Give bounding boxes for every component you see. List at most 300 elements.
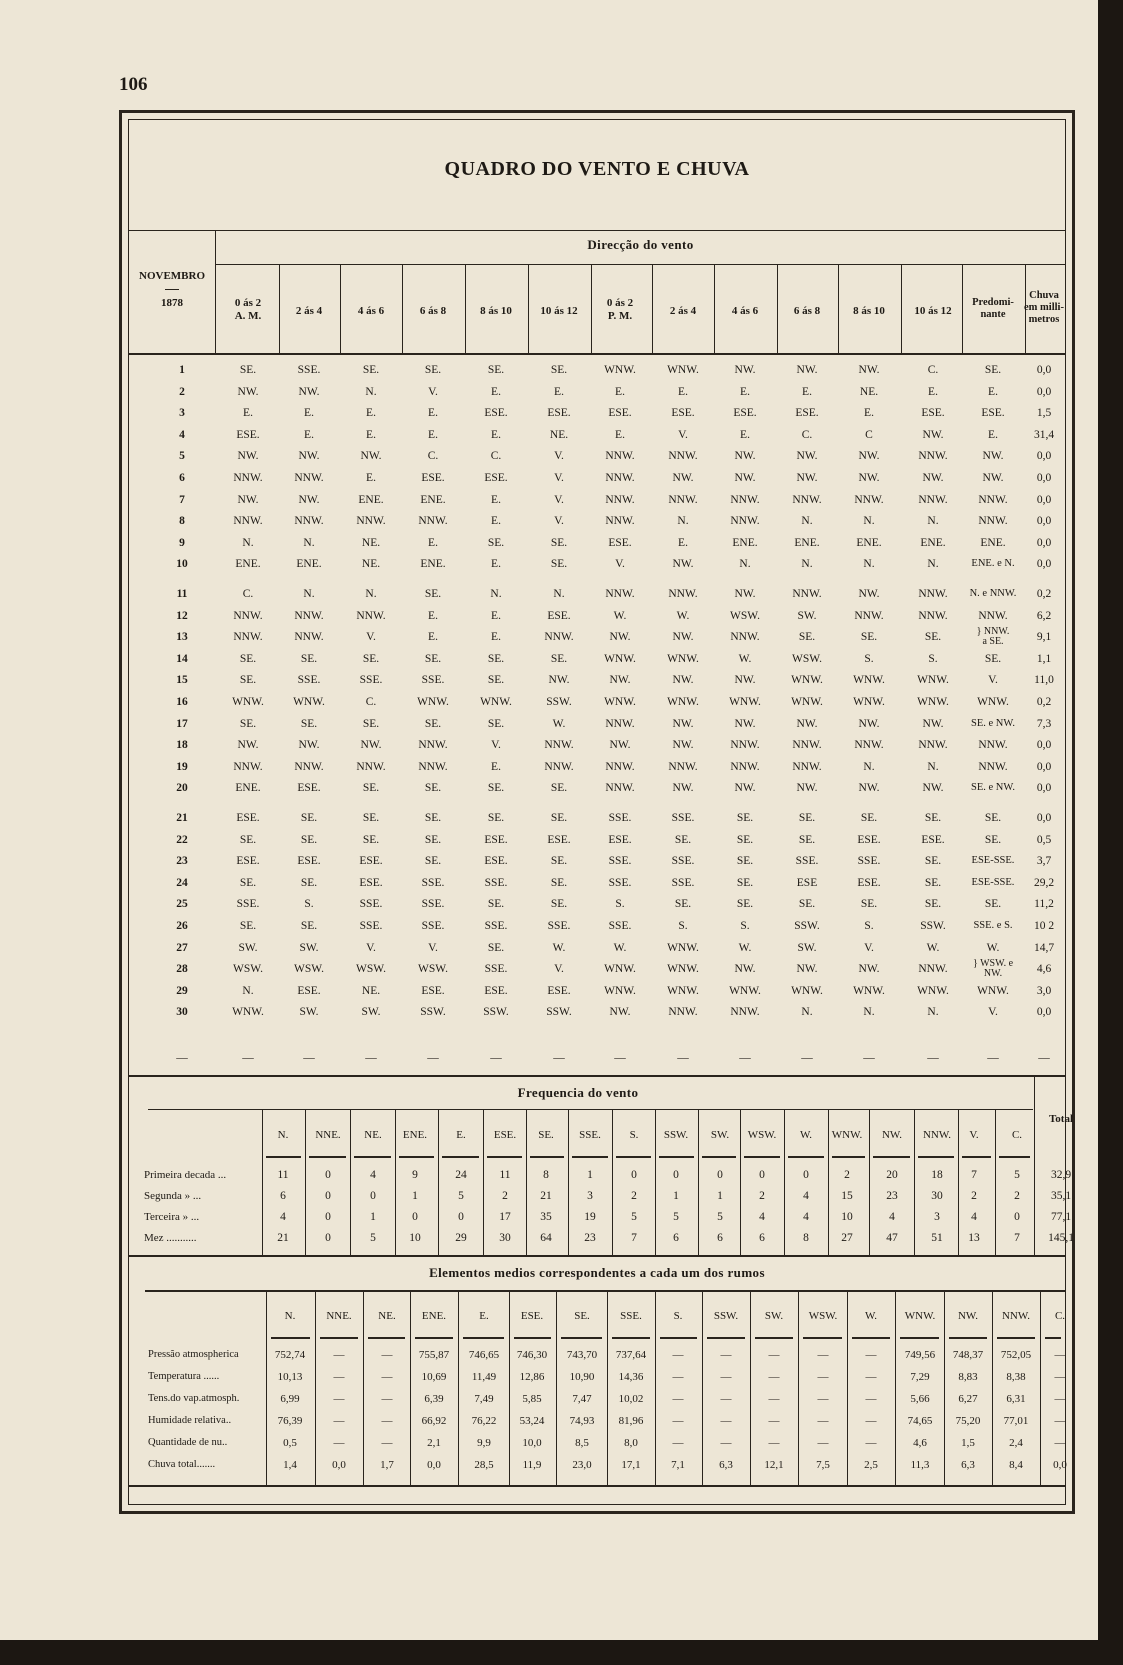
wind-cell: NNW. bbox=[730, 515, 760, 528]
elements-value: — bbox=[720, 1349, 732, 1361]
wind-cell: WSW. bbox=[730, 609, 760, 622]
wind-cell: WNW. bbox=[604, 963, 636, 976]
year-label: 1878 bbox=[161, 297, 183, 309]
wind-col-divider bbox=[279, 264, 280, 355]
elements-value: — bbox=[1054, 1349, 1066, 1361]
freq-header-underline bbox=[616, 1156, 651, 1158]
wind-cell: SE. e NW. bbox=[971, 782, 1015, 794]
wind-cell: SE. bbox=[239, 876, 257, 889]
wind-cell: NW. bbox=[922, 717, 944, 730]
wind-cell: ENE. bbox=[420, 558, 446, 571]
day-number: 4 bbox=[179, 428, 185, 441]
wind-cell: NNW. bbox=[605, 760, 635, 773]
wind-cell: SE. bbox=[550, 812, 568, 824]
elements-header-underline bbox=[949, 1337, 987, 1339]
elements-header-underline bbox=[900, 1337, 939, 1339]
wind-cell: SE. bbox=[736, 812, 754, 824]
freq-value: 7 bbox=[1014, 1232, 1020, 1244]
wind-cell: V. bbox=[988, 1006, 998, 1019]
elements-col-divider bbox=[847, 1292, 848, 1486]
elements-value: 74,65 bbox=[907, 1415, 933, 1427]
elements-value: 28,5 bbox=[474, 1459, 494, 1471]
wind-cell: NNW. bbox=[544, 631, 574, 644]
wind-cell: W. bbox=[613, 941, 627, 954]
elements-value: 14,36 bbox=[618, 1371, 644, 1383]
dash-cell: — bbox=[1038, 1052, 1050, 1064]
freq-value: 19 bbox=[584, 1211, 596, 1223]
wind-cell: SE. bbox=[362, 833, 380, 846]
wind-cell: WNW. bbox=[232, 1006, 264, 1019]
wind-cell: SE. bbox=[736, 876, 754, 889]
wind-cell: NNW. bbox=[918, 493, 948, 506]
freq-col-divider bbox=[568, 1110, 569, 1255]
freq-value: 5 bbox=[370, 1232, 376, 1244]
wind-cell: V. bbox=[491, 739, 501, 752]
freq-value: 4 bbox=[803, 1190, 809, 1202]
wind-cell: E. bbox=[491, 558, 501, 571]
wind-cell: ESE. bbox=[608, 536, 632, 549]
wind-cell: NE. bbox=[859, 385, 879, 398]
freq-value: 0 bbox=[717, 1169, 723, 1181]
freq-total-label: Total bbox=[1048, 1113, 1074, 1125]
freq-value: 4 bbox=[280, 1211, 286, 1223]
freq-col-header: NNW. bbox=[922, 1129, 952, 1141]
elements-value: 6,3 bbox=[719, 1459, 733, 1471]
freq-header-underline bbox=[873, 1156, 910, 1158]
wind-cell: WNW. bbox=[667, 652, 699, 665]
wind-cell: SE. bbox=[984, 898, 1002, 911]
wind-cell: NW. bbox=[237, 385, 259, 398]
elements-header-underline bbox=[271, 1337, 310, 1339]
elements-value: — bbox=[720, 1437, 732, 1449]
wind-cell: SE. bbox=[239, 652, 257, 665]
wind-cell: W. bbox=[926, 941, 940, 954]
elements-col-divider bbox=[315, 1292, 316, 1486]
freq-col-header: WSW. bbox=[747, 1129, 777, 1141]
wind-cell: SE. bbox=[798, 898, 816, 911]
wind-cell: ENE. bbox=[296, 558, 322, 571]
page-title: QUADRO DO VENTO E CHUVA bbox=[444, 158, 750, 180]
wind-cell: SSE. bbox=[671, 812, 695, 824]
wind-cell: ESE. bbox=[297, 984, 321, 997]
wind-cell: ENE. bbox=[920, 536, 946, 549]
rain-value: 0,0 bbox=[1036, 472, 1052, 484]
wind-cell: SSE. bbox=[795, 855, 819, 868]
freq-value: 0 bbox=[631, 1169, 637, 1181]
freq-value: 35 bbox=[540, 1211, 552, 1223]
wind-cell: NW. bbox=[796, 450, 818, 463]
freq-value: 1 bbox=[370, 1211, 376, 1223]
freq-col-header: V. bbox=[969, 1129, 979, 1141]
elements-value: — bbox=[381, 1437, 393, 1449]
wind-cell: NNW. bbox=[730, 493, 760, 506]
month-dash bbox=[165, 289, 179, 290]
freq-value: 2 bbox=[502, 1190, 508, 1202]
freq-value: 1 bbox=[673, 1190, 679, 1202]
wind-cell: N. bbox=[242, 536, 254, 549]
wind-cell: SE. bbox=[300, 833, 318, 846]
wind-cell: NNW. bbox=[356, 515, 386, 528]
wind-cell: SE. bbox=[924, 631, 942, 644]
day-number: 7 bbox=[179, 493, 185, 506]
elements-col-header: NNW. bbox=[1001, 1310, 1031, 1322]
freq-value: 5 bbox=[458, 1190, 464, 1202]
wind-col-header: 2 ás 4 bbox=[295, 305, 323, 317]
wind-cell: ESE. bbox=[484, 472, 508, 484]
wind-col-header: 2 ás 4 bbox=[669, 305, 697, 317]
elements-value: — bbox=[817, 1415, 829, 1427]
month-label: NOVEMBRO bbox=[139, 270, 205, 282]
rain-value: 1,5 bbox=[1036, 407, 1052, 420]
elements-header-underline bbox=[514, 1337, 551, 1339]
rain-value: 0,0 bbox=[1036, 558, 1052, 571]
wind-cell: V. bbox=[554, 515, 564, 528]
wind-cell: E. bbox=[243, 407, 253, 420]
wind-cell: NNW. bbox=[668, 588, 698, 600]
freq-col-header: S. bbox=[629, 1129, 639, 1141]
wind-cell: WSW. bbox=[792, 652, 822, 665]
elements-value: 23,0 bbox=[572, 1459, 592, 1471]
wind-cell: SSE. bbox=[421, 920, 445, 932]
freq-col-divider bbox=[262, 1110, 263, 1255]
wind-cell: ESE-SSE. bbox=[971, 876, 1015, 888]
freq-col-header: WNW. bbox=[831, 1129, 863, 1141]
wind-cell: NW. bbox=[982, 472, 1004, 484]
wind-cell: E. bbox=[491, 760, 501, 773]
wind-cell: SE. bbox=[300, 652, 318, 665]
freq-col-divider bbox=[483, 1110, 484, 1255]
wind-cell: SE. bbox=[736, 898, 754, 911]
elements-value: 75,20 bbox=[955, 1415, 981, 1427]
elements-header-underline bbox=[803, 1337, 842, 1339]
wind-cell: SE. bbox=[424, 812, 442, 824]
wind-cell: SE. bbox=[424, 855, 442, 868]
dash-cell: — bbox=[677, 1052, 689, 1064]
freq-col-header: NE. bbox=[364, 1129, 382, 1141]
wind-cell: SW. bbox=[299, 941, 319, 954]
rain-value: 0,2 bbox=[1036, 696, 1052, 708]
elements-value: 746,65 bbox=[468, 1349, 500, 1361]
freq-col-header: NNE. bbox=[315, 1129, 341, 1141]
elements-value: 76,39 bbox=[277, 1415, 303, 1427]
wind-cell: SSE. bbox=[421, 674, 445, 687]
elements-col-divider bbox=[702, 1292, 703, 1486]
wind-cell: ESE. bbox=[236, 812, 260, 824]
wind-section-title: Direcção do vento bbox=[587, 237, 694, 252]
freq-value: 13 bbox=[968, 1232, 980, 1244]
wind-cell: ESE. bbox=[608, 407, 632, 420]
wind-cell: NNW. bbox=[233, 515, 263, 528]
wind-cell: NW. bbox=[796, 963, 818, 976]
day-number: 17 bbox=[176, 717, 188, 730]
wind-cell: SE. bbox=[550, 855, 568, 868]
day-number: 3 bbox=[179, 407, 185, 420]
wind-cell: SE. bbox=[239, 364, 257, 376]
wind-cell: ESE. bbox=[795, 407, 819, 420]
wind-cell: E. bbox=[678, 385, 688, 398]
wind-cell: SSE. bbox=[484, 920, 508, 932]
rain-value: 0,0 bbox=[1036, 812, 1052, 824]
wind-cell: ESE. bbox=[297, 782, 321, 795]
freq-total: 32,9 bbox=[1050, 1169, 1072, 1181]
wind-cell: SE. bbox=[984, 652, 1002, 665]
wind-cell: SSE. bbox=[547, 920, 571, 932]
wind-cell: V. bbox=[988, 674, 998, 687]
wind-cell: NNW. bbox=[668, 450, 698, 463]
wind-cell: WNW. bbox=[667, 941, 699, 954]
freq-value: 3 bbox=[587, 1190, 593, 1202]
wind-cell: NNW. bbox=[978, 515, 1008, 528]
freq-sub-rule bbox=[148, 1109, 1033, 1110]
elements-value: — bbox=[333, 1371, 345, 1383]
day-number: 20 bbox=[176, 782, 188, 795]
wind-cell: WNW. bbox=[791, 984, 823, 997]
freq-header-underline bbox=[442, 1156, 479, 1158]
elements-value: 11,49 bbox=[471, 1371, 497, 1383]
wind-cell: WNW. bbox=[604, 984, 636, 997]
elements-value: — bbox=[381, 1371, 393, 1383]
wind-cell: NW. bbox=[237, 739, 259, 752]
freq-value: 15 bbox=[841, 1190, 853, 1202]
wind-cell: SSW. bbox=[920, 920, 946, 932]
elements-value: — bbox=[865, 1437, 877, 1449]
wind-cell: NNW. bbox=[978, 739, 1008, 752]
wind-cell: SE. bbox=[984, 812, 1002, 824]
wind-cell: ESE. bbox=[236, 428, 260, 441]
wind-cell: SE. bbox=[424, 588, 442, 600]
wind-cell: V. bbox=[428, 941, 438, 954]
wind-cell: NNW. bbox=[605, 588, 635, 600]
elements-value: 10,13 bbox=[277, 1371, 303, 1383]
freq-value: 6 bbox=[717, 1232, 723, 1244]
elements-value: 755,87 bbox=[418, 1349, 450, 1361]
freq-value: 0 bbox=[325, 1169, 331, 1181]
wind-cell: SE. bbox=[424, 652, 442, 665]
wind-cell: V. bbox=[864, 941, 874, 954]
freq-value: 30 bbox=[931, 1190, 943, 1202]
dash-cell: — bbox=[427, 1052, 439, 1064]
rain-value: 0,0 bbox=[1036, 364, 1052, 376]
wind-cell: SW. bbox=[797, 609, 817, 622]
wind-cell: WSW. bbox=[294, 963, 324, 976]
wind-cell: W. bbox=[738, 652, 752, 665]
freq-value: 10 bbox=[409, 1232, 421, 1244]
wind-cell: S. bbox=[928, 652, 938, 665]
wind-cell: WNW. bbox=[667, 963, 699, 976]
wind-cell: S. bbox=[864, 652, 874, 665]
elements-value: — bbox=[817, 1393, 829, 1405]
elements-value: — bbox=[381, 1349, 393, 1361]
wind-cell: WNW. bbox=[917, 674, 949, 687]
wind-cell: NNW. bbox=[418, 515, 448, 528]
wind-cell: N. bbox=[801, 558, 813, 571]
wind-cell: N. bbox=[490, 588, 502, 600]
elements-value: 9,9 bbox=[477, 1437, 491, 1449]
wind-col-divider bbox=[962, 264, 963, 355]
wind-cell: NW. bbox=[360, 739, 382, 752]
dash-cell: — bbox=[365, 1052, 377, 1064]
elements-value: 748,37 bbox=[952, 1349, 984, 1361]
wind-cell: WNW. bbox=[977, 984, 1009, 997]
rain-value: 9,1 bbox=[1036, 631, 1052, 644]
freq-col-header: SW. bbox=[710, 1129, 730, 1141]
wind-cell: WNW. bbox=[667, 364, 699, 376]
freq-value: 0 bbox=[325, 1211, 331, 1223]
freq-value: 6 bbox=[759, 1232, 765, 1244]
wind-cell: SE. bbox=[424, 782, 442, 795]
wind-cell: SSE. bbox=[857, 855, 881, 868]
freq-col-header: E. bbox=[456, 1129, 466, 1141]
wind-cell: NNW. bbox=[978, 609, 1008, 622]
freq-value: 21 bbox=[277, 1232, 289, 1244]
elements-header-underline bbox=[463, 1337, 504, 1339]
wind-cell: NE. bbox=[549, 428, 569, 441]
freq-value: 0 bbox=[412, 1211, 418, 1223]
wind-cell: E. bbox=[304, 428, 314, 441]
wind-cell: NNW. bbox=[605, 717, 635, 730]
freq-value: 47 bbox=[886, 1232, 898, 1244]
day-number: 25 bbox=[176, 898, 188, 911]
freq-value: 0 bbox=[458, 1211, 464, 1223]
wind-col-header: 4 ás 6 bbox=[357, 305, 385, 317]
wind-cell: SE. bbox=[487, 782, 505, 795]
wind-cell: SSE. e S. bbox=[973, 920, 1013, 931]
wind-cell: SSW. bbox=[546, 696, 572, 708]
wind-cell: NW. bbox=[609, 1006, 631, 1019]
wind-cell: NNW. bbox=[294, 631, 324, 644]
wind-cell: NW. bbox=[298, 739, 320, 752]
day-number: 28 bbox=[176, 963, 188, 976]
freq-value: 2 bbox=[971, 1190, 977, 1202]
wind-col-header: 8 ás 10 bbox=[480, 305, 512, 317]
wind-cell: C. bbox=[242, 588, 254, 600]
elements-value: 6,99 bbox=[280, 1393, 300, 1405]
wind-col-header: 6 ás 8 bbox=[419, 305, 447, 317]
wind-cell: WNW. bbox=[417, 696, 449, 708]
elements-value: 7,5 bbox=[816, 1459, 830, 1471]
wind-cell: N. bbox=[303, 536, 315, 549]
page-number: 106 bbox=[119, 74, 148, 95]
wind-cell: V. bbox=[554, 493, 564, 506]
elements-value: 6,39 bbox=[424, 1393, 444, 1405]
elements-header-underline bbox=[852, 1337, 890, 1339]
wind-cell: ESE. bbox=[359, 876, 383, 889]
wind-cell: NNW. bbox=[918, 609, 948, 622]
freq-value: 51 bbox=[931, 1232, 943, 1244]
wind-cell: NNW. bbox=[418, 739, 448, 752]
dash-cell: — bbox=[801, 1052, 813, 1064]
wind-cell: NW. bbox=[796, 472, 818, 484]
wind-cell: NNW. bbox=[233, 631, 263, 644]
wind-cell: SE. bbox=[362, 717, 380, 730]
wind-cell: SE. bbox=[239, 920, 257, 932]
freq-col-divider bbox=[784, 1110, 785, 1255]
wind-cell: V. bbox=[554, 963, 564, 976]
freq-total: 145,1 bbox=[1048, 1232, 1074, 1244]
wind-cell: ENE. bbox=[732, 536, 758, 549]
wind-cell: NNW. bbox=[918, 588, 948, 600]
wind-cell: NW. bbox=[734, 674, 756, 687]
wind-cell: NW. bbox=[858, 472, 880, 484]
wind-cell: N. e NNW. bbox=[969, 588, 1017, 599]
freq-col-header: ENE. bbox=[402, 1129, 428, 1141]
wind-cell: NW. bbox=[672, 739, 694, 752]
freq-value: 2 bbox=[844, 1169, 850, 1181]
wind-cell: NNW. bbox=[792, 493, 822, 506]
day-number: 19 bbox=[176, 760, 188, 773]
elements-header-underline bbox=[415, 1337, 453, 1339]
day-number: 10 bbox=[176, 558, 188, 571]
elements-col-header: NNE. bbox=[326, 1310, 352, 1322]
wind-cell: NW. bbox=[734, 717, 756, 730]
wind-cell: SE. bbox=[984, 364, 1002, 376]
wind-cell: ESE. bbox=[608, 833, 632, 846]
wind-col-header: Predomi- nante bbox=[972, 297, 1014, 321]
wind-cell: SE. bbox=[239, 674, 257, 687]
dash-cell: — bbox=[739, 1052, 751, 1064]
wind-cell: SE. bbox=[550, 364, 568, 376]
freq-value: 0 bbox=[370, 1190, 376, 1202]
rain-value: 3,7 bbox=[1036, 855, 1052, 868]
wind-cell: ESE. bbox=[547, 609, 571, 622]
elements-value: — bbox=[381, 1393, 393, 1405]
freq-col-divider bbox=[526, 1110, 527, 1255]
freq-value: 5 bbox=[1014, 1169, 1020, 1181]
wind-cell: NW. bbox=[796, 364, 818, 376]
day-number: 9 bbox=[179, 536, 185, 549]
freq-col-divider bbox=[438, 1110, 439, 1255]
freq-col-header: SSE. bbox=[579, 1129, 601, 1141]
wind-cell: SE. bbox=[424, 364, 442, 376]
wind-cell: NNW. bbox=[233, 472, 263, 484]
wind-cell: N. bbox=[553, 588, 565, 600]
wind-cell: E. bbox=[678, 536, 688, 549]
wind-cell: NE. bbox=[361, 536, 381, 549]
elements-value: 0,5 bbox=[283, 1437, 297, 1449]
elements-value: 8,83 bbox=[958, 1371, 978, 1383]
rain-value: 11,2 bbox=[1034, 898, 1054, 911]
elements-header-underline bbox=[561, 1337, 602, 1339]
elements-value: — bbox=[720, 1371, 732, 1383]
elements-col-header: C. bbox=[1054, 1310, 1066, 1322]
elements-col-header: N. bbox=[284, 1310, 296, 1322]
elements-value: — bbox=[768, 1437, 780, 1449]
freq-value: 7 bbox=[971, 1169, 977, 1181]
wind-cell: N. bbox=[801, 1006, 813, 1019]
wind-cell: WNW. bbox=[293, 696, 325, 708]
wind-cell: SE. bbox=[487, 941, 505, 954]
wind-cell: E. bbox=[554, 385, 564, 398]
wind-cell: W. bbox=[613, 609, 627, 622]
elements-value: 12,1 bbox=[764, 1459, 784, 1471]
wind-cell: SE. bbox=[924, 812, 942, 824]
elements-row-label: Quantidade de nu.. bbox=[148, 1437, 228, 1448]
wind-cell: ENE. bbox=[794, 536, 820, 549]
wind-col-header: 0 ás 2 A. M. bbox=[234, 297, 262, 322]
elements-value: — bbox=[865, 1371, 877, 1383]
wind-cell: NNW. bbox=[730, 1006, 760, 1019]
freq-section-title: Frequencia do vento bbox=[517, 1085, 639, 1100]
wind-cell: SSE. bbox=[608, 812, 632, 824]
freq-value: 23 bbox=[584, 1232, 596, 1244]
wind-cell: NW. bbox=[734, 588, 756, 600]
wind-cell: SE. bbox=[487, 364, 505, 376]
wind-cell: NW. bbox=[734, 963, 756, 976]
wind-cell: NNW. bbox=[668, 1006, 698, 1019]
elements-header-underline bbox=[755, 1337, 793, 1339]
wind-cell: NNW. bbox=[730, 760, 760, 773]
wind-cell: SE. bbox=[424, 717, 442, 730]
